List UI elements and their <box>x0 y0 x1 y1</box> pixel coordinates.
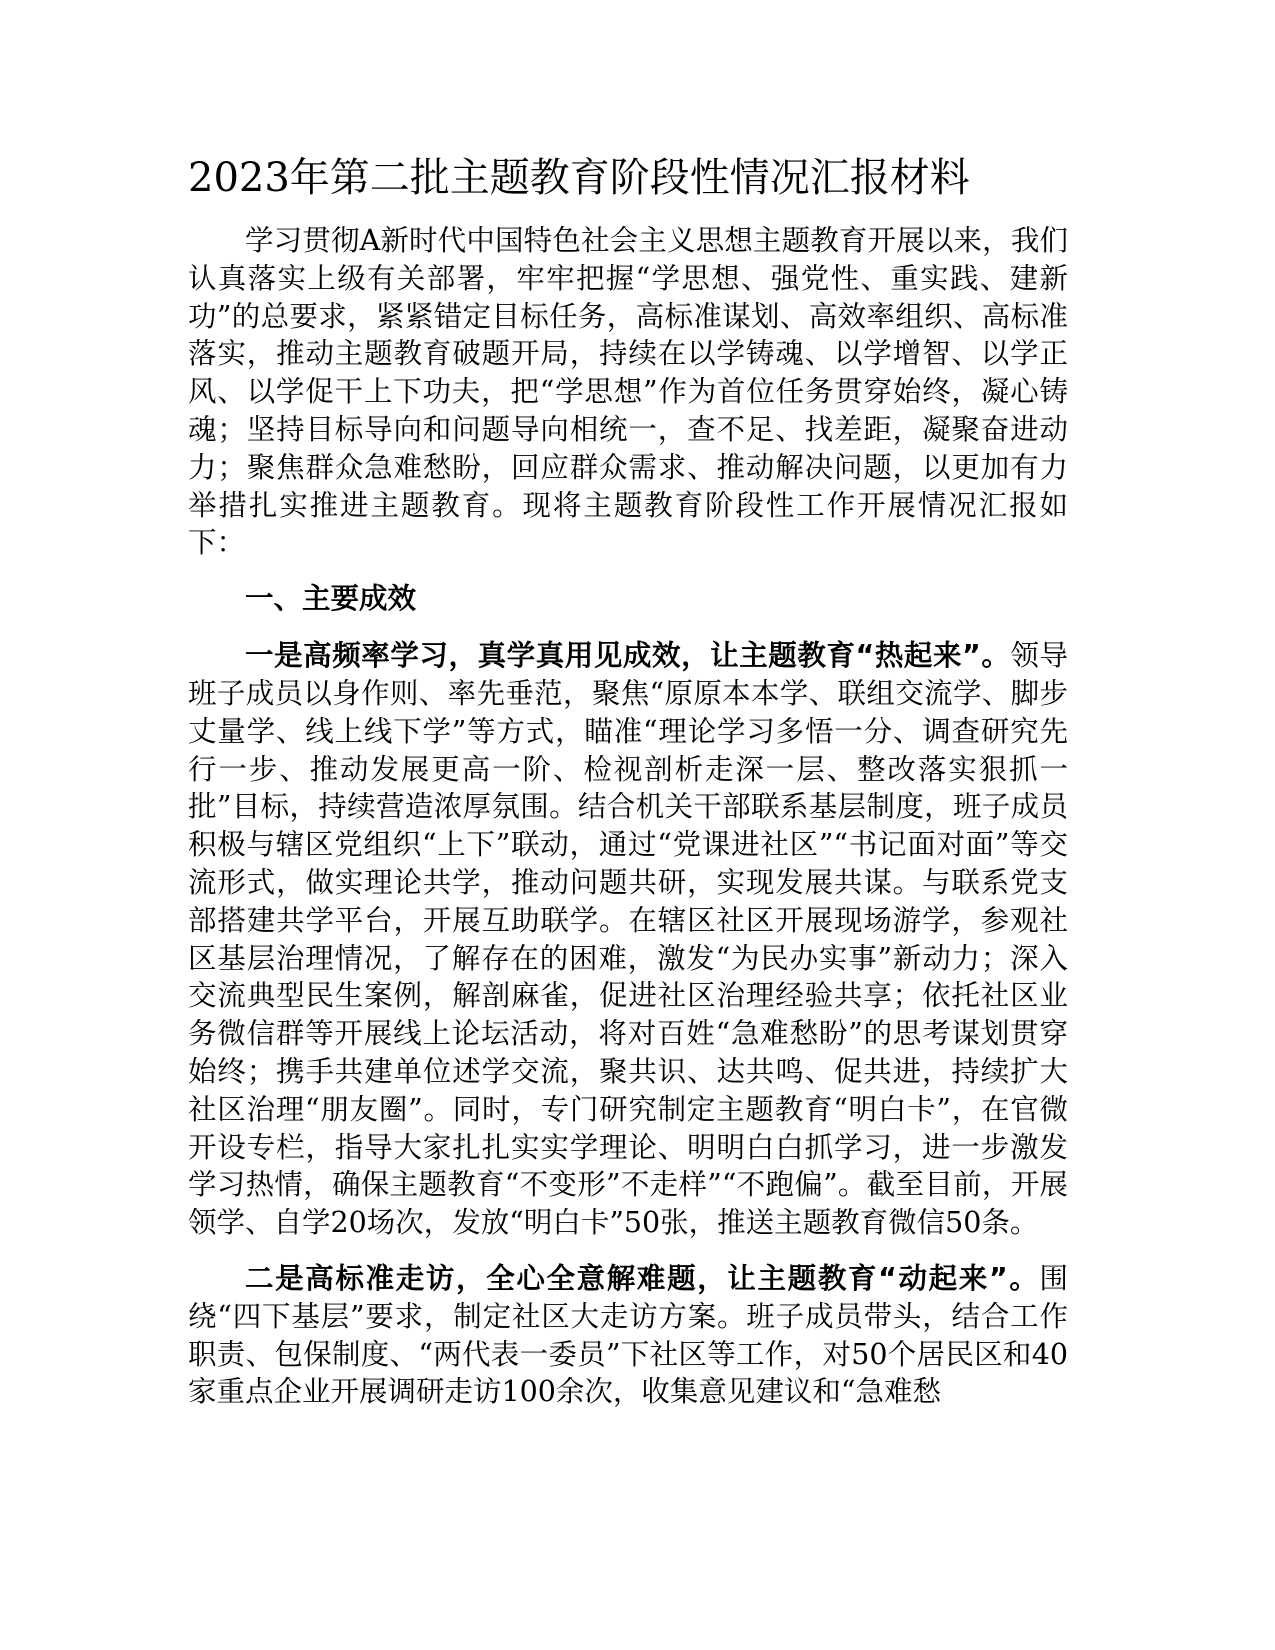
intro-paragraph: 学习贯彻A新时代中国特色社会主义思想主题教育开展以来，我们认真落实上级有关部署，牢牢把握“学思想、强党性、重实践、建新功”的总要求，紧紧错定目标任务，高标准谋划、高效率组织、高标准落实，推动主题教育破题开局，持续在以学铸魂、以学增智、以学正风、以学促干上下功夫，把“学思想”作为首位任务贯穿始终，凝心铸魂；坚持目标导向和问题导向相统一，查不足、找差距，凝聚奋进动力；聚焦群众急难愁盼，回应群众需求、推动解决问题，以更加有力举措扎实推进主题教育。现将主题教育阶段性工作开展情况汇报如下： <box>188 224 1068 560</box>
item-1-body: 领导班子成员以身作则、率先垂范，聚焦“原原本本学、联组交流学、脚步丈量学、线上线下学”等方式，瞄准“理论学习多悟一分、调查研究先行一步、推动发展更高一阶、检视剖析走深一层、整改落实狠抓一批”目标，持续营造浓厚氛围。结合机关干部联系基层制度，班子成员积极与辖区党组织“上下”联动，通过“党课进社区”“书记面对面”等交流形式，做实理论共学，推动问题共研，实现发展共谋。与联系党支部搭建共学平台，开展互助联学。在辖区社区开展现场游学，参观社区基层治理情况，了解存在的困难，激发“为民办实事”新动力；深入交流典型民生案例，解剖麻雀，促进社区治理经验共享；依托社区业务微信群等开展线上论坛活动，将对百姓“急难愁盼”的思考谋划贯穿始终；携手共建单位述学交流，聚共识、达共鸣、促共进，持续扩大社区治理“朋友圈”。同时，专门研究制定主题教育“明白卡”，在官微开设专栏，指导大家扎扎实实学理论、明明白白抓学习，进一步激发学习热情，确保主题教育“不变形”不走样”“不跑偏”。截至目前，开展领学、自学20场次，发放“明白卡”50张，推送主题教育微信50条。 <box>188 639 1068 1240</box>
item-1-lead: 一是高频率学习，真学真用见成效，让主题教育“热起来”。 <box>245 639 1011 673</box>
document-body <box>188 150 1068 1411</box>
title-block <box>188 150 1068 222</box>
item-2-lead: 二是高标准走访，全心全意解难题，让主题教育“动起来”。 <box>245 1261 1040 1295</box>
item-2-body: 围绕“四下基层”要求，制定社区大走访方案。班子成员带头，结合工作职责、包保制度、“两代表一委员”下社区等工作，对50个居民区和40家重点企业开展调研走访100余次，收集意见建议和“急难愁 <box>188 1261 1068 1409</box>
paragraph-item-1 <box>188 637 1068 1242</box>
document-title: 2023年第二批主题教育阶段性情况汇报材料 <box>188 155 970 201</box>
section-heading-main-results: 一、主要成效 <box>245 582 417 616</box>
paragraph-item-2 <box>188 1260 1068 1411</box>
